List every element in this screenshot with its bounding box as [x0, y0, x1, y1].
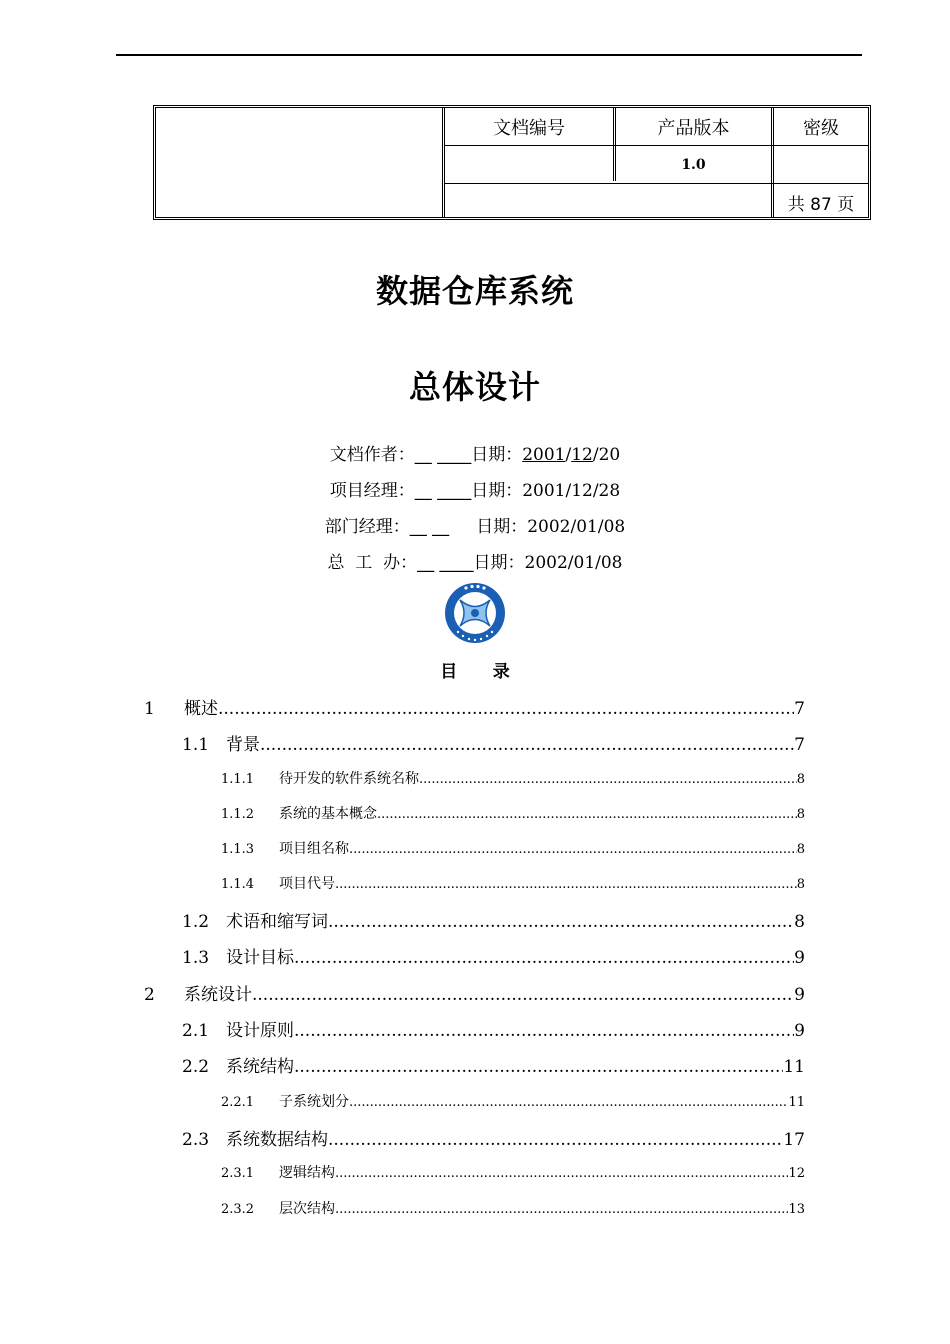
toc-page: 7: [794, 735, 805, 755]
toc-entry[interactable]: [144, 694, 805, 719]
header-rule: [116, 54, 862, 56]
security-level-header: 密级: [803, 117, 839, 139]
signoff-label: 文档作者：: [329, 445, 415, 465]
toc-label: 项目代号: [279, 876, 335, 892]
signoff-label: 部门经理：: [324, 517, 410, 537]
signoff-date-sep: /: [565, 445, 572, 465]
toc-number: 2.2.1: [221, 1095, 255, 1110]
toc-label: 背景: [226, 735, 260, 755]
toc-entry[interactable]: [182, 730, 805, 755]
page-count: 共 87 页: [787, 194, 855, 215]
toc-number: 2.3: [182, 1130, 210, 1150]
toc-number: 2.1: [182, 1021, 210, 1041]
toc-entry[interactable]: [221, 838, 805, 858]
signoff-author: [0, 440, 950, 465]
toc-page: 13: [788, 1202, 805, 1217]
signoff-blank: __ ____: [414, 481, 472, 501]
toc-number: 2.2: [182, 1057, 210, 1077]
signoff-date-month: 12: [571, 445, 593, 465]
signoff-project-manager: [0, 476, 950, 501]
toc-label: 概述: [184, 699, 218, 719]
toc-page: 8: [794, 912, 805, 932]
toc-number: 1.1.4: [221, 877, 255, 892]
toc-label: 设计原则: [226, 1021, 294, 1041]
toc-entry[interactable]: [182, 1016, 805, 1041]
toc-leader: [294, 948, 794, 968]
document-title: 数据仓库系统: [375, 272, 574, 310]
toc-leader: [252, 985, 794, 1005]
signoff-date: 2002/01/08: [527, 517, 626, 537]
toc-entry[interactable]: [182, 1052, 805, 1077]
signoff-blank: __ __: [409, 517, 477, 537]
toc-page: 8: [796, 772, 805, 787]
signoff-date-label: 日期：: [471, 445, 523, 465]
toc-label: 设计目标: [226, 948, 294, 968]
toc-label: 逻辑结构: [279, 1165, 335, 1181]
signoff-date: 2002/01/08: [524, 553, 623, 573]
toc-label: 术语和缩写词: [226, 912, 328, 932]
doc-number-header: 文档编号: [493, 117, 565, 139]
signoff-date-day: /20: [592, 445, 621, 465]
toc-leader: [349, 842, 797, 857]
toc-page: 11: [788, 1095, 805, 1110]
signoff-department-manager: [0, 512, 950, 537]
toc-page: 12: [788, 1166, 805, 1181]
toc-entry[interactable]: [221, 768, 805, 788]
toc-label: 系统结构: [226, 1057, 294, 1077]
signoff-date-label: 日期：: [473, 553, 525, 573]
toc-page: 8: [796, 807, 805, 822]
toc-label: 待开发的软件系统名称: [279, 771, 419, 787]
toc-label: 系统的基本概念: [279, 806, 377, 822]
toc-leader: [335, 877, 797, 892]
signoff-blank: __ ____: [417, 553, 474, 573]
signoff-label: 总 工 办：: [327, 553, 418, 573]
toc-number: 1.1.1: [221, 772, 255, 787]
toc-page: 17: [783, 1130, 805, 1150]
toc-leader: [328, 912, 794, 932]
signoff-blank: __ ____: [414, 445, 472, 465]
toc-leader: [335, 1166, 788, 1181]
toc-leader: [349, 1095, 788, 1110]
toc-number: 2: [144, 985, 155, 1005]
toc-entry[interactable]: [182, 907, 805, 932]
toc-page: 9: [794, 948, 805, 968]
signoff-date-year: 2001: [522, 445, 566, 465]
toc-label: 层次结构: [279, 1201, 335, 1217]
toc-number: 1: [144, 699, 155, 719]
toc-page: 8: [796, 877, 805, 892]
toc-label: 系统数据结构: [226, 1130, 328, 1150]
toc-entry[interactable]: [221, 1162, 805, 1182]
toc-leader: [260, 735, 794, 755]
toc-leader: [419, 772, 797, 787]
product-version-header: 产品版本: [657, 117, 730, 139]
signoff-date: 2001/12/28: [522, 481, 621, 501]
toc-number: 2.3.2: [221, 1202, 255, 1217]
toc-leader: [218, 699, 794, 719]
toc-entry[interactable]: [221, 873, 805, 893]
toc-number: 1.2: [182, 912, 210, 932]
company-logo: [444, 582, 506, 644]
toc-leader: [294, 1057, 783, 1077]
toc-page: 8: [796, 842, 805, 857]
toc-number: 2.3.1: [221, 1166, 255, 1181]
document-subtitle: 总体设计: [408, 368, 541, 406]
signoff-chief-office: [0, 548, 950, 573]
toc-entry[interactable]: [221, 803, 805, 823]
toc-leader: [335, 1202, 788, 1217]
toc-label: 项目组名称: [279, 841, 349, 857]
toc-page: 11: [783, 1057, 805, 1077]
toc-leader: [328, 1130, 783, 1150]
signoff-date-label: 日期：: [476, 517, 528, 537]
toc-label: 系统设计: [184, 985, 252, 1005]
document-info-table: [153, 105, 871, 220]
toc-entry[interactable]: [182, 943, 805, 968]
toc-entry[interactable]: [144, 980, 805, 1005]
toc-label: 子系统划分: [279, 1094, 349, 1110]
toc-number: 1.1: [182, 735, 210, 755]
toc-number: 1.1.2: [221, 807, 255, 822]
signoff-date-label: 日期：: [471, 481, 523, 501]
toc-entry[interactable]: [182, 1125, 805, 1150]
toc-entry[interactable]: [221, 1091, 805, 1111]
product-version-value: 1.0: [681, 156, 706, 173]
toc-entry[interactable]: [221, 1198, 805, 1218]
toc-number: 1.1.3: [221, 842, 255, 857]
toc-page: 7: [794, 699, 805, 719]
toc-leader: [294, 1021, 794, 1041]
toc-leader: [377, 807, 797, 822]
signoff-label: 项目经理：: [329, 481, 415, 501]
toc-page: 9: [794, 1021, 805, 1041]
toc-heading: 目 录: [440, 662, 510, 682]
toc-number: 1.3: [182, 948, 210, 968]
toc-page: 9: [794, 985, 805, 1005]
